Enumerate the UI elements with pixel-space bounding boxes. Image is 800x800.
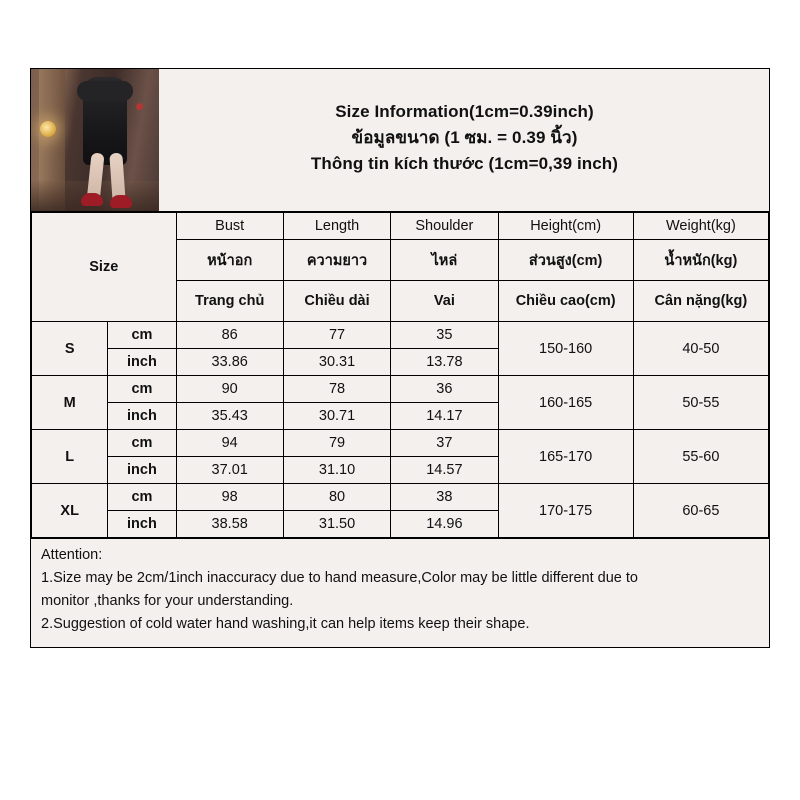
model-photo — [31, 69, 160, 211]
shoe-right-shape — [110, 195, 132, 208]
table-row — [32, 484, 769, 511]
s-shoulder-inch: 13.78 — [391, 349, 498, 376]
unit-cm: cm — [108, 376, 176, 403]
l-height: 165-170 — [498, 430, 633, 484]
size-table — [31, 212, 769, 538]
attention-line-1: 1.Size may be 2cm/1inch inaccuracy due to hand measure,Color may be little different due to — [41, 570, 638, 587]
row-size-m: M — [32, 376, 108, 430]
header-bust-en: Bust — [176, 213, 283, 240]
header-height-th: ส่วนสูง(cm) — [498, 240, 633, 281]
l-shoulder-cm: 37 — [391, 430, 498, 457]
xl-shoulder-cm: 38 — [391, 484, 498, 511]
xl-length-inch: 31.50 — [283, 511, 390, 538]
unit-inch: inch — [108, 349, 176, 376]
header-shoulder-th: ไหล่ — [391, 240, 498, 281]
unit-inch: inch — [108, 457, 176, 484]
lamp-icon — [40, 121, 56, 137]
unit-cm: cm — [108, 430, 176, 457]
s-shoulder-cm: 35 — [391, 322, 498, 349]
header-weight-en: Weight(kg) — [633, 213, 768, 240]
unit-inch: inch — [108, 403, 176, 430]
table-header-row-en — [32, 213, 769, 240]
s-height: 150-160 — [498, 322, 633, 376]
xl-weight: 60-65 — [633, 484, 768, 538]
unit-inch: inch — [108, 511, 176, 538]
l-bust-cm: 94 — [176, 430, 283, 457]
attention-line-3: 2.Suggestion of cold water hand washing,it can help items keep their shape. — [41, 616, 530, 633]
m-length-cm: 78 — [283, 376, 390, 403]
m-bust-cm: 90 — [176, 376, 283, 403]
row-size-xl: XL — [32, 484, 108, 538]
wall-decor-dot — [136, 103, 143, 110]
title-line-en: Size Information(1cm=0.39inch) — [335, 102, 594, 122]
dress-shoulder-shape — [77, 81, 133, 101]
header-height-vi: Chiều cao(cm) — [498, 281, 633, 322]
header-weight-th: น้ำหนัก(kg) — [633, 240, 768, 281]
header-length-vi: Chiều dài — [283, 281, 390, 322]
row-size-l: L — [32, 430, 108, 484]
table-row — [32, 430, 769, 457]
l-bust-inch: 37.01 — [176, 457, 283, 484]
attention-line-2: monitor ,thanks for your understanding. — [41, 593, 294, 610]
title-block — [160, 69, 769, 211]
xl-length-cm: 80 — [283, 484, 390, 511]
attention-heading: Attention: — [41, 547, 103, 563]
s-bust-cm: 86 — [176, 322, 283, 349]
s-bust-inch: 33.86 — [176, 349, 283, 376]
header-shoulder-vi: Vai — [391, 281, 498, 322]
xl-bust-inch: 38.58 — [176, 511, 283, 538]
table-row — [32, 376, 769, 403]
title-line-th: ข้อมูลขนาด (1 ซม. = 0.39 นิ้ว) — [351, 128, 578, 148]
m-height: 160-165 — [498, 376, 633, 430]
attention-block — [31, 538, 769, 647]
table-row — [32, 322, 769, 349]
l-length-cm: 79 — [283, 430, 390, 457]
header-length-th: ความยาว — [283, 240, 390, 281]
xl-shoulder-inch: 14.96 — [391, 511, 498, 538]
title-line-vi: Thông tin kích thước (1cm=0,39 inch) — [310, 153, 619, 173]
s-length-cm: 77 — [283, 322, 390, 349]
s-length-inch: 30.31 — [283, 349, 390, 376]
l-weight: 55-60 — [633, 430, 768, 484]
header-height-en: Height(cm) — [498, 213, 633, 240]
m-bust-inch: 35.43 — [176, 403, 283, 430]
header-shoulder-en: Shoulder — [391, 213, 498, 240]
l-shoulder-inch: 14.57 — [391, 457, 498, 484]
header-weight-vi: Cân nặng(kg) — [633, 281, 768, 322]
l-length-inch: 31.10 — [283, 457, 390, 484]
m-weight: 50-55 — [633, 376, 768, 430]
header-bust-vi: Trang chủ — [176, 281, 283, 322]
xl-height: 170-175 — [498, 484, 633, 538]
m-shoulder-cm: 36 — [391, 376, 498, 403]
m-shoulder-inch: 14.17 — [391, 403, 498, 430]
m-length-inch: 30.71 — [283, 403, 390, 430]
s-weight: 40-50 — [633, 322, 768, 376]
header-bust-th: หน้าอก — [176, 240, 283, 281]
header-length-en: Length — [283, 213, 390, 240]
row-size-s: S — [32, 322, 108, 376]
shoe-left-shape — [81, 193, 103, 206]
size-chart-sheet — [30, 68, 770, 648]
xl-bust-cm: 98 — [176, 484, 283, 511]
chart-header — [31, 69, 769, 212]
unit-cm: cm — [108, 322, 176, 349]
unit-cm: cm — [108, 484, 176, 511]
size-column-header: Size — [32, 213, 177, 322]
